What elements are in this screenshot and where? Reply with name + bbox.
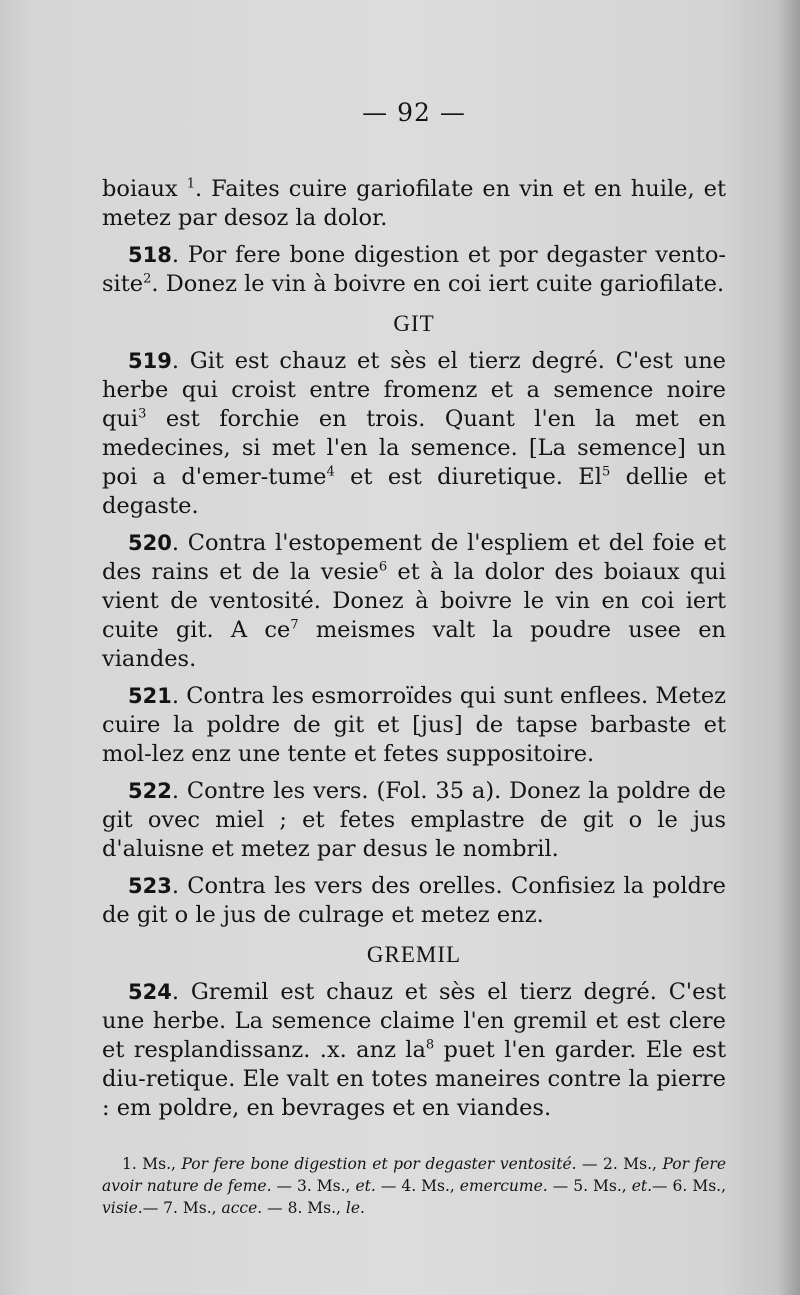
footnote-label: 3. Ms., <box>297 1177 356 1195</box>
footnotes <box>102 1153 726 1219</box>
entry-519 <box>102 347 726 521</box>
footnote-label: 1. Ms., <box>122 1155 182 1173</box>
footnote-mark: 2 <box>143 271 152 287</box>
text: puet l'en garder. Ele est diu-retique. Ele valt en totes maneires contre la pierre : em poldre, en bevrages et en viandes. <box>102 1037 726 1121</box>
text: meismes valt la poudre usee en viandes. <box>102 617 726 672</box>
paragraph-continuation <box>102 175 726 233</box>
footnote-text: le. <box>345 1199 365 1217</box>
text: . Contra les esmorroïdes qui sunt enflees. Metez cuire la poldre de git et [jus] de tapse barbaste et mol-lez enz une tente et fetes suppositoire. <box>102 683 726 767</box>
text: . Donez le vin à boivre en coi iert cuite gariofilate. <box>151 271 725 297</box>
footnote-separator: — <box>375 1177 402 1195</box>
footnote-label: 8. Ms., <box>287 1199 346 1217</box>
entry-number: 522 <box>128 779 172 803</box>
entry-523 <box>102 872 726 930</box>
entry-number: 520 <box>128 531 172 555</box>
footnote-label: 4. Ms., <box>401 1177 460 1195</box>
entry-number: 521 <box>128 684 172 708</box>
text: . Contra les vers des orelles. Confisiez la poldre de git o le jus de culrage et metez enz. <box>102 873 726 928</box>
entry-number: 519 <box>128 349 172 373</box>
footnote-separator: — <box>271 1177 298 1195</box>
footnote-label: 5. Ms., <box>573 1177 632 1195</box>
footnote-separator: — <box>262 1199 283 1217</box>
footnote-separator: — <box>547 1177 574 1195</box>
text: dellie et degaste. <box>102 464 726 519</box>
page-edge-shadow <box>778 0 800 1295</box>
footnote-label: 2. Ms., <box>603 1155 663 1173</box>
footnote-text: Por fere avoir nature de feme. <box>102 1155 727 1195</box>
entry-number: 524 <box>128 980 172 1004</box>
footnote-separator: — <box>652 1177 673 1195</box>
entry-521 <box>102 682 726 769</box>
entry-number: 523 <box>128 874 172 898</box>
footnote-text: et. <box>355 1177 376 1195</box>
text: . Git est chauz et sès el tierz degré. C'est une herbe qui croist entre fromenz et a semence noire qui <box>102 348 726 432</box>
text: . Gremil est chauz et sès el tierz degré. C'est une herbe. La semence claime l'en gremil et est clere et resplandissanz. .x. anz la <box>102 979 726 1063</box>
section-heading-gremil: GREMIL <box>366 942 462 967</box>
footnote-mark: 5 <box>601 464 611 480</box>
text: . Por fere bone digestion et por degaster vento-site <box>102 242 726 297</box>
section-heading-git: GIT <box>393 311 435 336</box>
footnote-text: emercume. <box>459 1177 548 1195</box>
footnote-separator: — <box>576 1155 604 1173</box>
footnote-mark: 6 <box>378 559 388 575</box>
footnote-separator: — <box>142 1199 164 1217</box>
text: et à la dolor des boiaux qui vient de ventosité. Donez à boivre le vin en coi iert cuite git. A ce <box>102 559 726 643</box>
footnote-mark: 4 <box>326 464 335 480</box>
text: boiaux <box>102 176 187 202</box>
page-number: — 92 — <box>362 98 466 127</box>
page-text <box>102 98 726 1219</box>
footnote-mark: 8 <box>425 1037 435 1053</box>
text: . Contra l'estopement de l'espliem et del foie et des rains et de la vesie <box>102 530 726 585</box>
footnote-text: et. <box>631 1177 653 1195</box>
footnote-text: visie. <box>102 1199 143 1217</box>
text: et est diuretique. El <box>334 464 602 490</box>
entry-522 <box>102 777 726 864</box>
footnote-mark: 7 <box>290 617 299 633</box>
footnote-mark: 3 <box>138 406 147 422</box>
text: . Contre les vers. (Fol. 35 a). Donez la poldre de git ovec miel ; et fetes emplastre de git o le jus d'aluisne et metez par desus le nombril. <box>102 778 726 862</box>
footnote-label: 6. Ms., <box>672 1177 726 1195</box>
text: est forchie en trois. Quant l'en la met en medecines, si met l'en la semence. [La semence] un poi a d'emer-tume <box>102 406 726 490</box>
footnote-text: acce. <box>221 1199 263 1217</box>
footnote-text: Por fere bone digestion et por degaster ventosité. <box>181 1155 577 1173</box>
entry-520 <box>102 529 726 674</box>
text: . Faites cuire gariofilate en vin et en huile, et metez par desoz la dolor. <box>102 176 726 231</box>
footnote-mark: 1 <box>186 176 196 192</box>
footnote-label: 7. Ms., <box>163 1199 222 1217</box>
entry-518 <box>102 241 726 299</box>
entry-524 <box>102 978 726 1123</box>
entry-number: 518 <box>128 243 172 267</box>
